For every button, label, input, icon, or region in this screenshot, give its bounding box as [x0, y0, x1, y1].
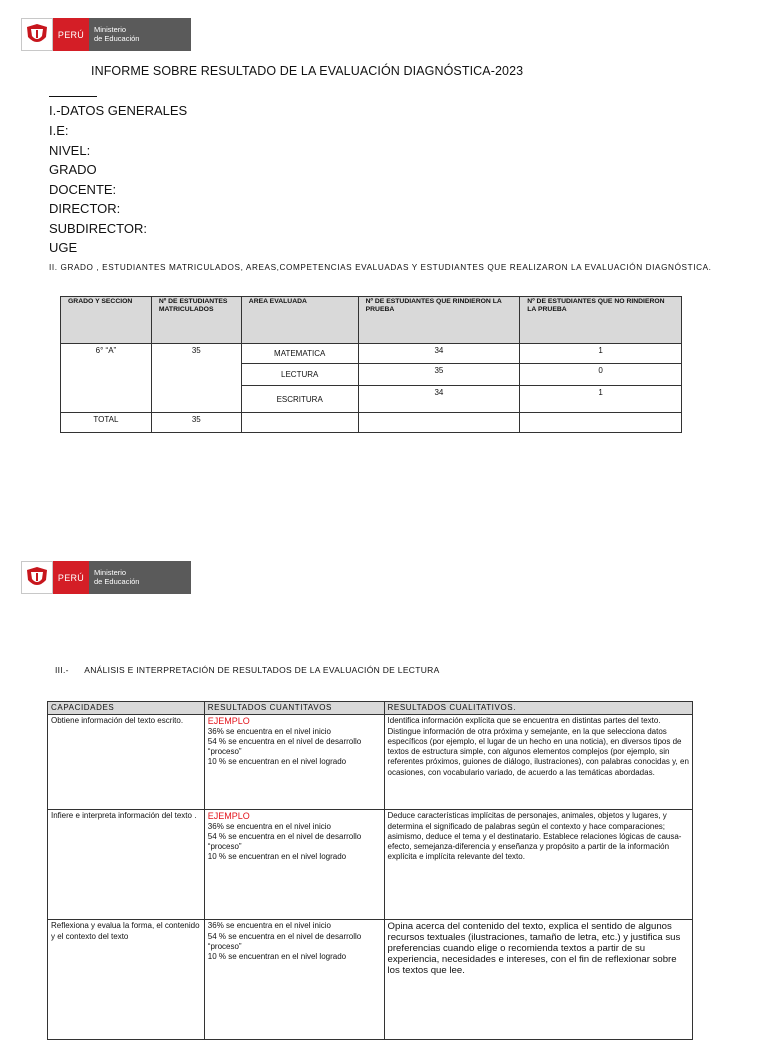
qual-cell: Identifica información explícita que se encuentra en distintas partes del texto. Distingue información de otra próxima y semejante, en la que selecciona datos específicos (por ejemplo, el lugar de un hecho en una noticia), en diversos tipos de textos de estructura simple, con algunos elementos complejos (por ejemplo, sin referentes próximos, guiones de diálogo, ilustraciones), con palabras conocidas y, en ocasiones, con vocabulario variado, de acuerdo a las temáticas abordadas. [384, 715, 692, 810]
field-grado: GRADO [49, 162, 97, 177]
peru-label: PERÚ [53, 561, 89, 594]
section2-heading: II. GRADO , ESTUDIANTES MATRICULADOS, AREAS,COMPETENCIAS EVALUADAS Y ESTUDIANTES QUE REALIZARON LA EVALUACIÓN DIAGNÓSTICA. [49, 263, 712, 272]
took-cell: 34 [358, 344, 520, 364]
table-row [61, 344, 682, 364]
not-took-cell: 1 [520, 386, 682, 413]
area-cell: MATEMATICA [241, 344, 358, 364]
peru-label: PERÚ [53, 18, 89, 51]
peru-shield-icon [21, 561, 53, 594]
total-row [61, 413, 682, 433]
field-ie: I.E: [49, 123, 69, 138]
section1-heading: I.-DATOS GENERALES [49, 103, 188, 118]
header-cell: RESULTADOS CUANTITAVOS [204, 702, 384, 715]
header-cell: CAPACIDADES [48, 702, 205, 715]
field-docente: DOCENTE: [49, 182, 117, 197]
table-header-row [48, 702, 693, 715]
took-cell: 35 [358, 364, 520, 386]
empty-cell [358, 413, 520, 433]
peru-shield-icon [21, 18, 53, 51]
field-uge: UGE [49, 240, 78, 255]
example-label: EJEMPLO [207, 811, 250, 822]
section3-heading: III.- ANÁLISIS E INTERPRETACIÓN DE RESULTADOS DE LA EVALUACIÓN DE LECTURA [55, 665, 440, 675]
grade-cell: 6° “A” [61, 344, 152, 413]
header-cell: AREA EVALUADA [241, 297, 358, 344]
enrollment-table [60, 296, 682, 433]
field-subdirector: SUBDIRECTOR: [49, 221, 147, 236]
header-cell: GRADO Y SECCION [61, 297, 152, 344]
area-cell: LECTURA [241, 364, 358, 386]
table-header-row [61, 297, 682, 344]
capacity-cell: Reflexiona y evalua la forma, el contenido y el contexto del texto [48, 920, 205, 1040]
header-cell: Nº DE ESTUDIANTES MATRICULADOS [151, 297, 241, 344]
table-row [48, 810, 693, 920]
title-underline [49, 96, 97, 97]
example-label: EJEMPLO [207, 716, 250, 727]
area-cell: ESCRITURA [241, 386, 358, 413]
quant-cell: EJEMPLO 36% se encuentra en el nivel inicio 54 % se encuentra en el nivel de desarrollo “proceso” 10 % se encuentran en el nivel logrado [204, 715, 384, 810]
empty-cell [241, 413, 358, 433]
quant-cell: EJEMPLO 36% se encuentra en el nivel inicio 54 % se encuentra en el nivel de desarrollo “proceso” 10 % se encuentran en el nivel logrado [204, 810, 384, 920]
table-row [48, 920, 693, 1040]
quant-cell: 36% se encuentra en el nivel inicio 54 % se encuentra en el nivel de desarrollo “proceso” 10 % se encuentran en el nivel logrado [204, 920, 384, 1040]
capacity-cell: Infiere e interpreta información del texto . [48, 810, 205, 920]
ministry-label: Ministerio de Educación [89, 561, 191, 594]
field-nivel: NIVEL: [49, 143, 91, 158]
field-director: DIRECTOR: [49, 201, 121, 216]
minedu-logo [21, 18, 191, 51]
table-row [48, 715, 693, 810]
empty-cell [520, 413, 682, 433]
header-cell: Nº DE ESTUDIANTES QUE NO RINDIERON LA PRUEBA [520, 297, 682, 344]
qual-cell: Deduce características implícitas de personajes, animales, objetos y lugares, y determina el significado de palabras según el contexto y hace comparaciones; asimismo, deduce el tema y el destinatario. Establece relaciones lógicas de causa-efecto, semejanza-diferencia y enseñanza y propósito a partir de la información explícita e implícita relevante del texto. [384, 810, 692, 920]
report-title: INFORME SOBRE RESULTADO DE LA EVALUACIÓN DIAGNÓSTICA-2023 [91, 64, 524, 78]
header-cell: RESULTADOS CUALITATIVOS. [384, 702, 692, 715]
total-enrolled: 35 [151, 413, 241, 433]
qual-cell: Opina acerca del contenido del texto, explica el sentido de algunos recursos textuales (ilustraciones, tamaño de letra, etc.) y justifica sus preferencias cuando elige o recomienda textos a partir de su experiencia, necesidades e intereses, con el fin de reflexionar sobre los textos que lee. [384, 920, 692, 1040]
ministry-label: Ministerio de Educación [89, 18, 191, 51]
not-took-cell: 1 [520, 344, 682, 364]
header-cell: Nº DE ESTUDIANTES QUE RINDIERON LA PRUEBA [358, 297, 520, 344]
took-cell: 34 [358, 386, 520, 413]
enrolled-cell: 35 [151, 344, 241, 413]
reading-analysis-table [47, 701, 693, 1040]
capacity-cell: Obtiene información del texto escrito. [48, 715, 205, 810]
not-took-cell: 0 [520, 364, 682, 386]
minedu-logo [21, 561, 191, 594]
total-label: TOTAL [61, 413, 152, 433]
